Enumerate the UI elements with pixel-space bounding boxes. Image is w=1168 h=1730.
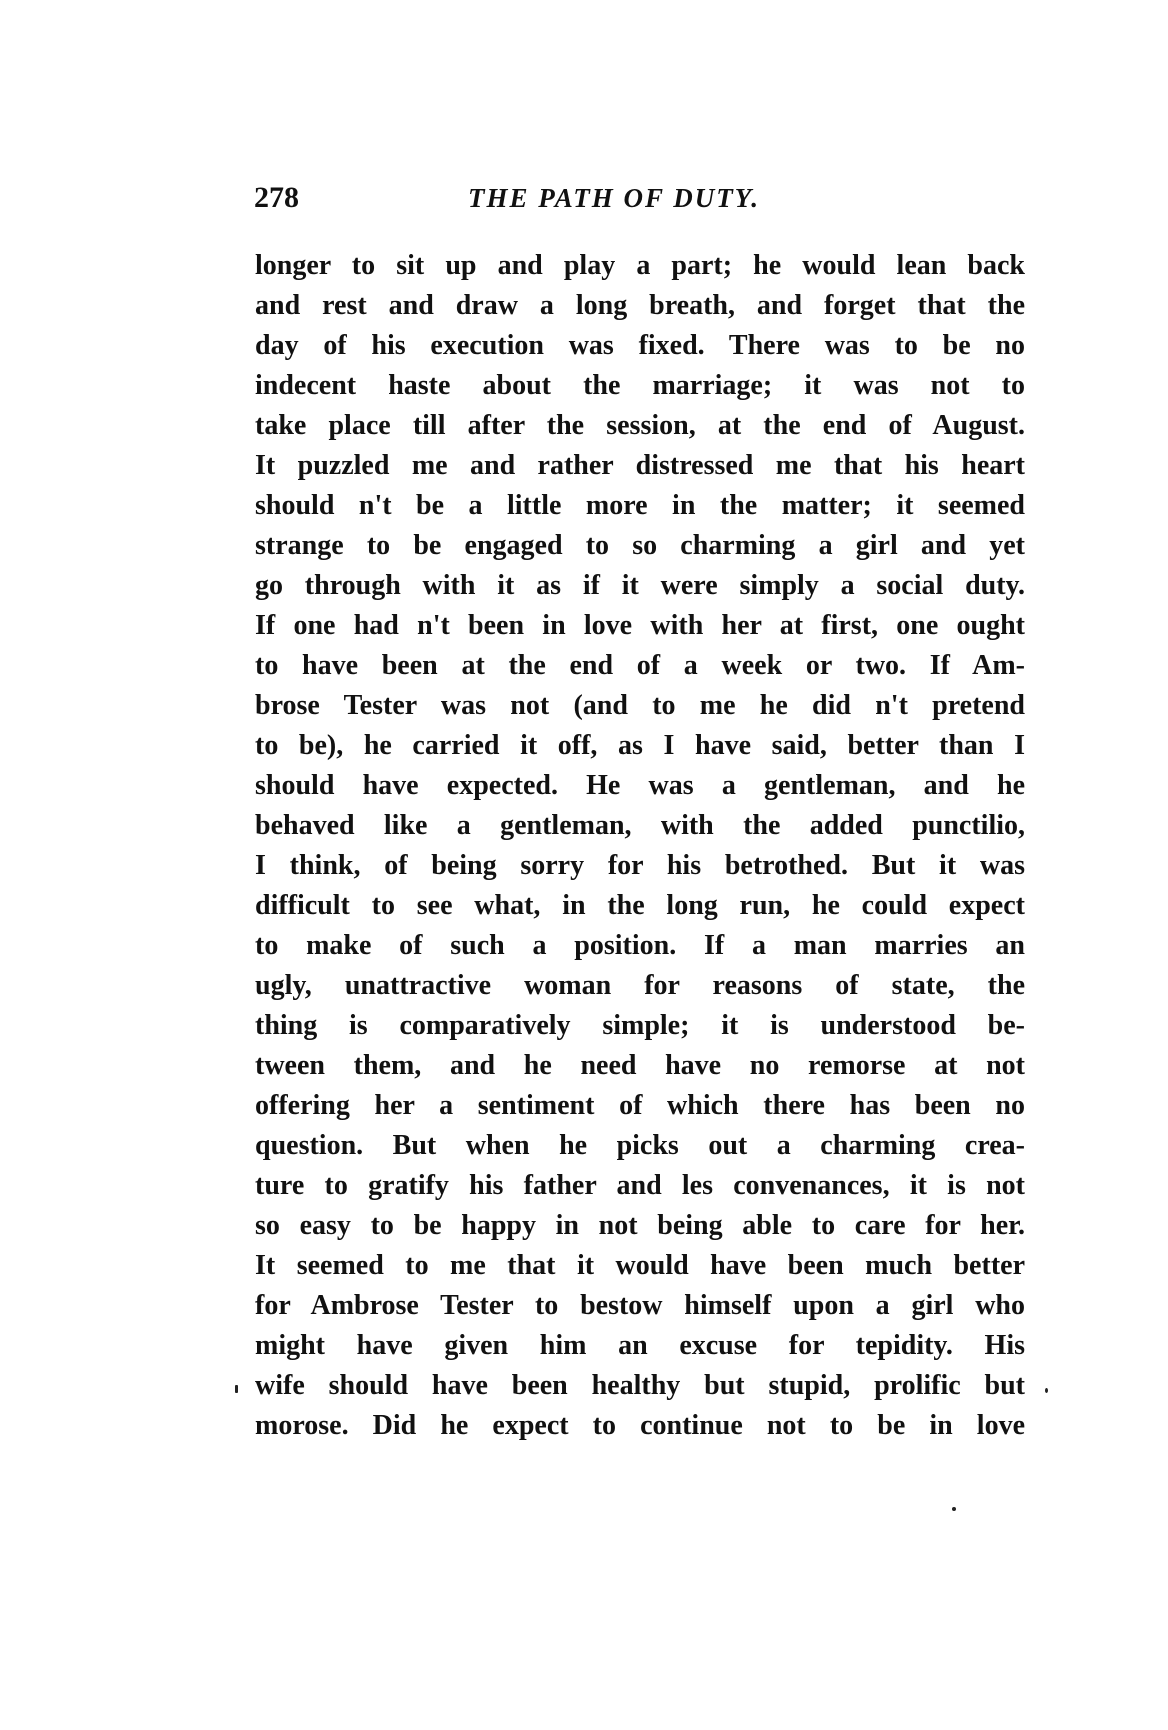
- text-line: ture to gratify his father and les convenances, it is not: [255, 1170, 1025, 1201]
- text-line: should n't be a little more in the matter; it seemed: [255, 490, 1025, 521]
- text-line: and rest and draw a long breath, and forget that the: [255, 290, 1025, 321]
- text-line: tween them, and he need have no remorse at not: [255, 1050, 1025, 1081]
- text-line: difficult to see what, in the long run, he could expect: [255, 890, 1025, 921]
- text-line: wife should have been healthy but stupid, prolific but: [255, 1370, 1025, 1401]
- text-line: behaved like a gentleman, with the added punctilio,: [255, 810, 1025, 841]
- text-line: should have expected. He was a gentleman, and he: [255, 770, 1025, 801]
- text-line: go through with it as if it were simply a social duty.: [255, 570, 1025, 601]
- text-line: take place till after the session, at the end of August.: [255, 410, 1025, 441]
- text-line: for Ambrose Tester to bestow himself upon a girl who: [255, 1290, 1025, 1321]
- text-line: to have been at the end of a week or two. If Am-: [255, 650, 1025, 681]
- text-line: I think, of being sorry for his betrothed. But it was: [255, 850, 1025, 881]
- text-line: day of his execution was fixed. There was to be no: [255, 330, 1025, 361]
- text-line: It puzzled me and rather distressed me that his heart: [255, 450, 1025, 481]
- page-header: [254, 178, 1024, 218]
- text-line: question. But when he picks out a charming crea-: [255, 1130, 1025, 1161]
- running-title: THE PATH OF DUTY.: [467, 183, 760, 213]
- text-line: It seemed to me that it would have been much better: [255, 1250, 1025, 1281]
- text-line: longer to sit up and play a part; he would lean back: [255, 250, 1025, 281]
- text-line: morose. Did he expect to continue not to be in love: [255, 1410, 1025, 1441]
- print-speck: [235, 1385, 238, 1393]
- text-line: to make of such a position. If a man marries an: [255, 930, 1025, 961]
- text-line: offering her a sentiment of which there has been no: [255, 1090, 1025, 1121]
- text-line: brose Tester was not (and to me he did n't pretend: [255, 690, 1025, 721]
- text-line: indecent haste about the marriage; it was not to: [255, 370, 1025, 401]
- text-line: thing is comparatively simple; it is understood be-: [255, 1010, 1025, 1041]
- print-speck: [1045, 1388, 1048, 1393]
- text-line: strange to be engaged to so charming a girl and yet: [255, 530, 1025, 561]
- body-text: [255, 246, 1025, 1446]
- text-line: ugly, unattractive woman for reasons of state, the: [255, 970, 1025, 1001]
- text-line: If one had n't been in love with her at first, one ought: [255, 610, 1025, 641]
- page-number: 278: [254, 181, 299, 214]
- print-speck: [952, 1507, 956, 1511]
- text-line: so easy to be happy in not being able to care for her.: [255, 1210, 1025, 1241]
- text-line: might have given him an excuse for tepidity. His: [255, 1330, 1025, 1361]
- text-line: to be), he carried it off, as I have said, better than I: [255, 730, 1025, 761]
